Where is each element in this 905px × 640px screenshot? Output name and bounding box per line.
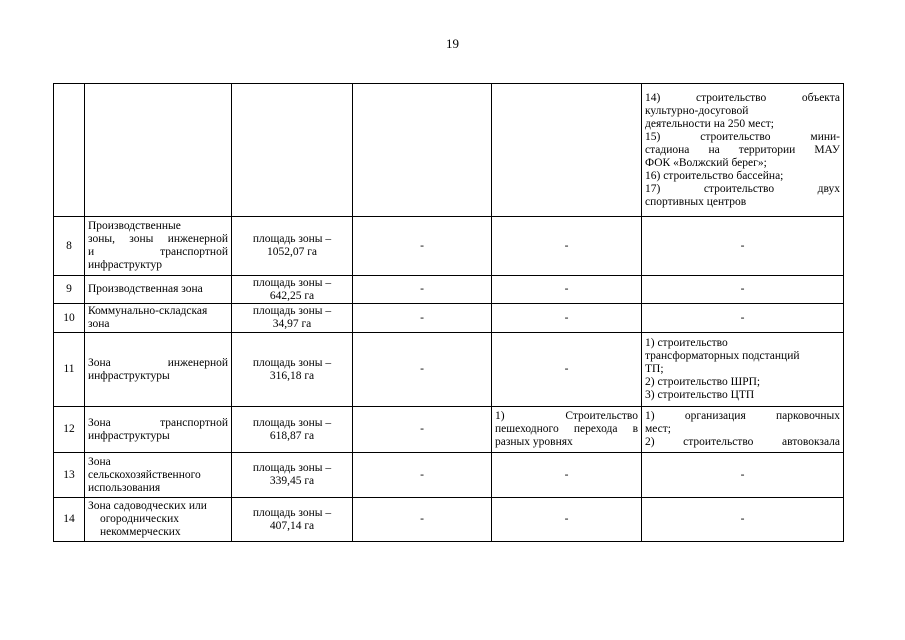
name-line: инфраструктур (88, 259, 163, 271)
cell-num: 12 (54, 407, 85, 453)
cell-col4 (353, 84, 492, 217)
cell-col6: - (642, 276, 844, 304)
cell-col4: - (353, 453, 492, 498)
name-line: огороднических (100, 513, 180, 525)
measure-line: разных уровнях (495, 436, 573, 448)
name-line: Зона транспортной (88, 416, 228, 429)
area-line: 339,45 га (269, 475, 315, 487)
measure-line: стадиона на территории МАУ (645, 143, 840, 156)
cell-num: 14 (54, 498, 85, 542)
cell-num: 9 (54, 276, 85, 304)
cell-col4: - (353, 304, 492, 333)
name-line: инфраструктуры (88, 369, 170, 382)
cell-num: 13 (54, 453, 85, 498)
cell-name (85, 333, 232, 407)
measure-line: 2) строительство автовокзала (645, 436, 840, 448)
cell-area (232, 84, 353, 217)
measure-line: 3) строительство ЦТП (645, 389, 755, 401)
table-row (54, 407, 844, 453)
cell-name (85, 453, 232, 498)
measure-line: 2) строительство ШРП; (645, 376, 761, 388)
table-row (54, 333, 844, 407)
cell-col4: - (353, 276, 492, 304)
table-row (54, 276, 844, 304)
cell-col5: - (492, 333, 642, 407)
cell-name (85, 407, 232, 453)
name-line: использования (88, 481, 161, 494)
cell-col6: - (642, 304, 844, 333)
cell-col6 (642, 407, 844, 453)
cell-col5: - (492, 304, 642, 333)
table-row (54, 304, 844, 333)
name-line: сельскохозяйственного (88, 468, 201, 481)
name-line: зона (88, 318, 110, 330)
name-line: некоммерческих (100, 526, 181, 538)
cell-name (85, 276, 232, 304)
measure-line: культурно-досуговой (645, 104, 749, 117)
cell-num: 11 (54, 333, 85, 407)
cell-col5: - (492, 217, 642, 276)
cell-col6: - (642, 453, 844, 498)
cell-name (85, 84, 232, 217)
area-line: площадь зоны – (252, 356, 332, 369)
cell-col5 (492, 407, 642, 453)
table-row (54, 498, 844, 542)
name-line: Зона (88, 455, 111, 468)
cell-area (232, 217, 353, 276)
area-line: 34,97 га (272, 318, 312, 330)
name-line: зоны, зоны инженерной (88, 233, 228, 245)
area-line: площадь зоны – (252, 233, 332, 245)
cell-area (232, 453, 353, 498)
area-line: площадь зоны – (252, 416, 332, 429)
cell-name (85, 498, 232, 542)
measure-line: деятельности на 250 мест; (645, 117, 774, 130)
measure-line: мест; (645, 423, 671, 435)
name-line: Зона садоводческих или (88, 500, 207, 512)
cell-name (85, 304, 232, 333)
name-line: Коммунально-складская (88, 305, 208, 317)
measure-line: 1) строительство (645, 337, 728, 349)
cell-num: 10 (54, 304, 85, 333)
zones-table (53, 83, 844, 542)
cell-col5: - (492, 453, 642, 498)
cell-area (232, 304, 353, 333)
name-line: инфраструктуры (88, 429, 170, 442)
cell-area (232, 333, 353, 407)
cell-col6: - (642, 217, 844, 276)
cell-area (232, 498, 353, 542)
cell-name (85, 217, 232, 276)
cell-col5: - (492, 276, 642, 304)
area-line: площадь зоны – (252, 506, 332, 519)
cell-num: 8 (54, 217, 85, 276)
measure-line: ФОК «Волжский берег»; (645, 156, 767, 169)
area-line: площадь зоны – (252, 276, 332, 289)
cell-col5 (492, 84, 642, 217)
measure-line: 15) строительство мини- (645, 130, 840, 143)
measure-line: трансформаторных подстанций (645, 350, 800, 362)
name-line: Зона инженерной (88, 356, 228, 369)
cell-num (54, 84, 85, 217)
area-line: 1052,07 га (266, 246, 318, 258)
table-row (54, 453, 844, 498)
cell-area (232, 407, 353, 453)
cell-col4: - (353, 333, 492, 407)
table-row (54, 217, 844, 276)
table-row-continuation (54, 84, 844, 217)
cell-area (232, 276, 353, 304)
name-line: Производственная зона (88, 283, 203, 295)
measure-line: спортивных центров (645, 195, 747, 208)
cell-col6: - (642, 498, 844, 542)
area-line: 618,87 га (269, 429, 315, 442)
measure-line: ТП; (645, 363, 664, 375)
area-line: 316,18 га (269, 369, 315, 382)
measure-line: 14) строительство объекта (645, 91, 840, 104)
cell-col4: - (353, 217, 492, 276)
area-line: площадь зоны – (252, 462, 332, 474)
measure-line: 1) организация парковочных (645, 410, 840, 422)
name-line: и транспортной (88, 246, 228, 258)
page-number: 19 (446, 36, 459, 51)
cell-col5: - (492, 498, 642, 542)
cell-col4: - (353, 407, 492, 453)
measure-line: 16) строительство бассейна; (645, 169, 784, 182)
cell-col6 (642, 333, 844, 407)
measure-line: пешеходного перехода в (495, 423, 638, 435)
cell-measures (642, 84, 844, 217)
area-line: 407,14 га (269, 519, 315, 532)
area-line: 642,25 га (269, 289, 315, 302)
measure-line: 17) строительство двух (645, 182, 840, 195)
measure-line: 1) Строительство (495, 410, 638, 422)
area-line: площадь зоны – (252, 305, 332, 317)
name-line: Производственные (88, 220, 181, 232)
cell-col4: - (353, 498, 492, 542)
